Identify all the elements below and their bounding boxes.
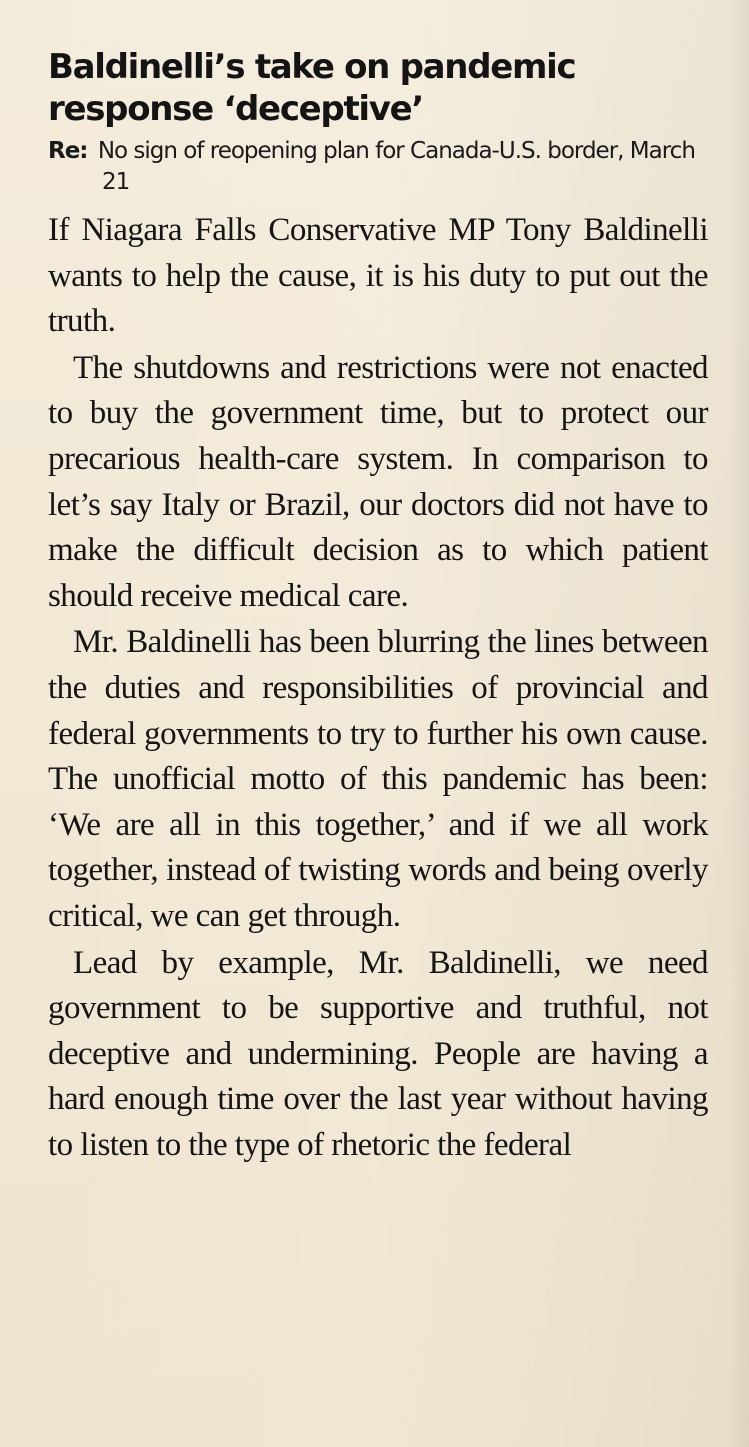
reference-line bbox=[48, 136, 708, 198]
page-edge-shadow bbox=[729, 0, 749, 1447]
paragraph: Mr. Baldinelli has been blurring the lines between the duties and responsibilities of provincial and federal governments to try to further his own cause. The unofficial motto of this pandemic has been: ‘We are all in this together,’ and if we all work together, instead of twisting words and being overly critical, we can get through. bbox=[48, 624, 708, 934]
paragraph: If Niagara Falls Conservative MP Tony Baldinelli wants to help the cause, it is his duty to put out the truth. bbox=[48, 212, 708, 340]
letter-to-editor bbox=[48, 46, 708, 1169]
reference-label: Re: bbox=[48, 138, 88, 164]
reference-text: No sign of reopening plan for Canada-U.S. border, March 21 bbox=[97, 138, 695, 195]
article-body bbox=[48, 208, 708, 1168]
paragraph: The shutdowns and restrictions were not enacted to buy the government time, but to protect our precarious health-care system. In comparison to let’s say Italy or Brazil, our doctors did not have to make the difficult decision as to which patient should receive medical care. bbox=[48, 349, 708, 614]
paragraph: Lead by example, Mr. Baldinelli, we need government to be supportive and truthful, not deceptive and undermining. People are having a hard enough time over the last year without having to listen to the type of rhetoric the federal bbox=[48, 944, 708, 1163]
headline: Baldinelli’s take on pandemic response ‘deceptive’ bbox=[48, 47, 576, 129]
